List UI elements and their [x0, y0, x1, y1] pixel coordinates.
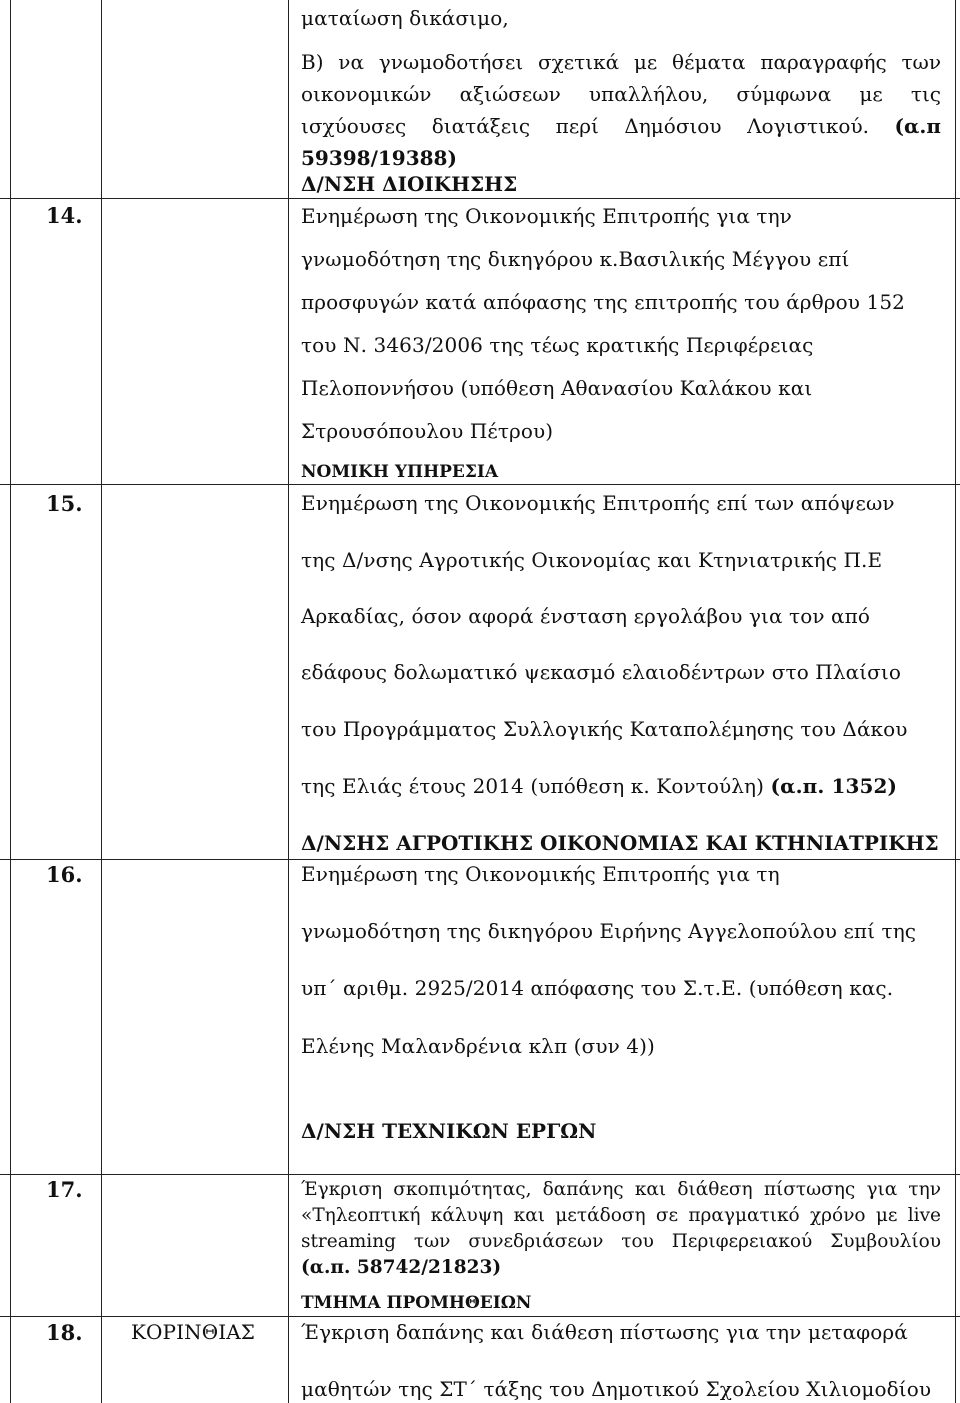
- dept-heading-technikon: Δ/ΝΣΗ ΤΕΧΝΙΚΩΝ ΕΡΓΩΝ: [301, 1119, 597, 1143]
- continuation-line-3: ισχύουσες διατάξεις περί Δημόσιου Λογιστικού. (α.π: [301, 114, 941, 138]
- item-15-line: Αρκαδίας, όσον αφορά ένσταση εργολάβου για τον από: [301, 604, 871, 628]
- row-separator-15: [0, 484, 960, 485]
- dept-heading-promitheion: ΤΜΗΜΑ ΠΡΟΜΗΘΕΙΩΝ: [301, 1293, 532, 1313]
- dept-heading-nomiki: ΝΟΜΙΚΗ ΥΠΗΡΕΣΙΑ: [301, 462, 499, 482]
- item-18-line: Έγκριση δαπάνης και διάθεση πίστωσης για την μεταφορά: [301, 1320, 908, 1344]
- item-14-line: προσφυγών κατά απόφασης της επιτροπής του άρθρου 152: [301, 290, 905, 314]
- item-15-line: εδάφους δολωματικό ψεκασμό ελαιοδέντρων στο Πλαίσιο: [301, 660, 901, 684]
- item-17-text: Έγκριση σκοπιμότητας, δαπάνης και διάθεση πίστωσης για την «Τηλεοπτική κάλυψη και μετάδοση σε πραγματικό χρόνο με live streaming των συνεδριάσεων του Περιφερειακού Συμβουλίου (α.π. 58742/21823): [301, 1179, 941, 1278]
- item-number-15: 15.: [46, 491, 83, 516]
- item-18-line: μαθητών της ΣΤ΄ τάξης του Δημοτικού Σχολείου Χιλιομοδίου: [301, 1377, 932, 1401]
- row-separator-18: [0, 1316, 960, 1317]
- row-separator-16: [0, 859, 960, 860]
- item-16-line: υπ΄ αριθμ. 2925/2014 απόφασης του Σ.τ.Ε. (υπόθεση κας.: [301, 976, 894, 1000]
- item-16-line: Ενημέρωση της Οικονομικής Επιτροπής για τη: [301, 862, 780, 886]
- table-col-divider-1: [101, 0, 102, 1403]
- item-number-18: 18.: [46, 1320, 83, 1345]
- item-15-line: Ενημέρωση της Οικονομικής Επιτροπής επί των απόψεων: [301, 491, 895, 515]
- continuation-line: ματαίωση δικάσιμο,: [301, 6, 509, 30]
- dept-heading-agrotikis: Δ/ΝΣΗΣ ΑΓΡΟΤΙΚΗΣ ΟΙΚΟΝΟΜΙΑΣ ΚΑΙ ΚΤΗΝΙΑΤΡΙΚΗΣ: [301, 831, 939, 855]
- table-left-border: [10, 0, 11, 1403]
- item-15-line: της Δ/νσης Αγροτικής Οικονομίας και Κτηνιατρικής Π.Ε: [301, 548, 883, 572]
- item-18-region: ΚΟΡΙΝΘΙΑΣ: [131, 1320, 255, 1344]
- row-separator-17: [0, 1174, 960, 1175]
- item-14-line: Στρουσόπουλου Πέτρου): [301, 419, 554, 443]
- item-16-line: Ελένης Μαλανδρένια κλπ (συν 4)): [301, 1034, 655, 1058]
- continuation-paragraph: Β) να γνωμοδοτήσει σχετικά με θέματα παραγραφής των οικονομικών αξιώσεων υπαλλήλου, σύμφωνα με τις ισχύουσες διατάξεις περί Δημόσιου Λογιστικού. (α.π 59398/19388): [301, 50, 941, 170]
- item-number-17: 17.: [46, 1177, 83, 1202]
- row-separator-14: [0, 198, 960, 199]
- table-col-divider-2: [288, 0, 289, 1403]
- item-15-line-last: της Ελιάς έτους 2014 (υπόθεση κ. Κοντούλη) (α.π. 1352): [301, 774, 898, 798]
- item-15-line: του Προγράμματος Συλλογικής Καταπολέμησης του Δάκου: [301, 717, 908, 741]
- item-16-line: γνωμοδότηση της δικηγόρου Ειρήνης Αγγελοπούλου επί της: [301, 919, 917, 943]
- dept-heading-dioikisis: Δ/ΝΣΗ ΔΙΟΙΚΗΣΗΣ: [301, 172, 518, 196]
- item-14-line: Πελοποννήσου (υπόθεση Αθανασίου Καλάκου και: [301, 376, 813, 400]
- item-number-14: 14.: [46, 203, 83, 228]
- table-right-border: [955, 0, 956, 1403]
- item-14-line: Ενημέρωση της Οικονομικής Επιτροπής για την: [301, 204, 792, 228]
- item-14-line: γνωμοδότηση της δικηγόρου κ.Βασιλικής Μέγγου επί: [301, 247, 850, 271]
- item-14-line: του Ν. 3463/2006 της τέως κρατικής Περιφέρειας: [301, 333, 814, 357]
- item-number-16: 16.: [46, 862, 83, 887]
